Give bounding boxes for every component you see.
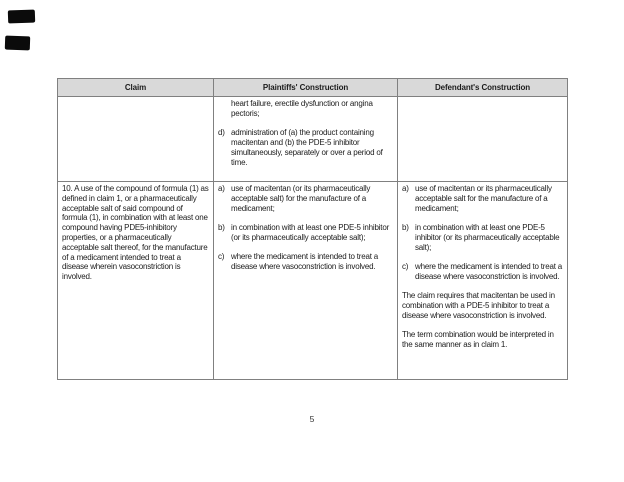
cell-plaintiffs-continuation [214,97,398,182]
paragraph [218,223,393,243]
list-marker: a) [402,184,409,193]
list-marker: a) [218,184,225,193]
paragraph [218,128,393,167]
cell-claim-empty [58,97,214,182]
ink-stamp-mark-top [8,10,35,24]
list-marker: c) [402,261,409,271]
list-marker: c) [218,252,225,262]
paragraph-text: in combination with at least one PDE-5 inhibitor (or its pharmaceutically acceptable salt); [231,222,390,242]
list-marker: b) [218,222,225,232]
header-plaintiffs-construction: Plaintiffs' Construction [214,79,398,97]
paragraph-text: where the medicament is intended to treat a disease where vasoconstriction is involved. [231,252,379,271]
table-row-claim-10 [58,182,568,380]
paragraph: The claim requires that macitentan be used in combination with a PDE-5 inhibitor to treat a disease where vasoconstriction is involved. [402,291,555,320]
paragraph-claim-10: 10. A use of the compound of formula (1) as defined in claim 1, or a pharmaceutically acceptable salt of said compound of formula (1), in combination with at least one compound having PDE5-inhibitory properties, or a pharmaceutically acceptable salt thereof, for the manufacture of a medicament intended to treat a disease wherein vasoconstriction is involved. [62,184,209,282]
ink-stamp-mark-bottom [5,36,30,51]
cell-defendants-empty [398,97,568,182]
table-header-row [58,79,568,97]
paragraph-text: heart failure, erectile dysfunction or angina pectoris; [231,99,373,118]
cell-defendants-claim-10 [398,182,568,380]
cell-claim-10-text [58,182,214,380]
paragraph-text: in combination with at least one PDE-5 inhibitor (or its pharmaceutically acceptable salt); [415,222,560,252]
paragraph [218,184,393,213]
header-claim: Claim [58,79,214,97]
table-row-continuation [58,97,568,182]
paragraph [218,99,393,119]
paragraph-text: where the medicament is intended to treat a disease where vasoconstriction is involved. [415,261,563,281]
paragraph-text: use of macitentan or its pharmaceutically acceptable salt for the manufacture of a medicament; [415,184,552,213]
header-defendants-construction: Defendant's Construction [398,79,568,97]
paragraph: The term combination would be interpreted in the same manner as in claim 1. [402,330,554,349]
cell-plaintiffs-claim-10 [214,182,398,380]
paragraph [402,262,563,282]
paragraph [218,252,393,272]
claim-construction-table [57,78,568,380]
list-marker: b) [402,222,409,232]
paragraph [402,223,563,252]
paragraph-text: use of macitentan (or its pharmaceutically acceptable salt) for the manufacture of a medicament; [231,184,371,213]
paragraph-text: administration of (a) the product containing macitentan and (b) the PDE-5 inhibitor simultaneously, separately or over a period of time. [231,128,383,167]
page-number: 5 [309,414,315,424]
paragraph [402,184,563,213]
list-marker: d) [218,128,225,138]
